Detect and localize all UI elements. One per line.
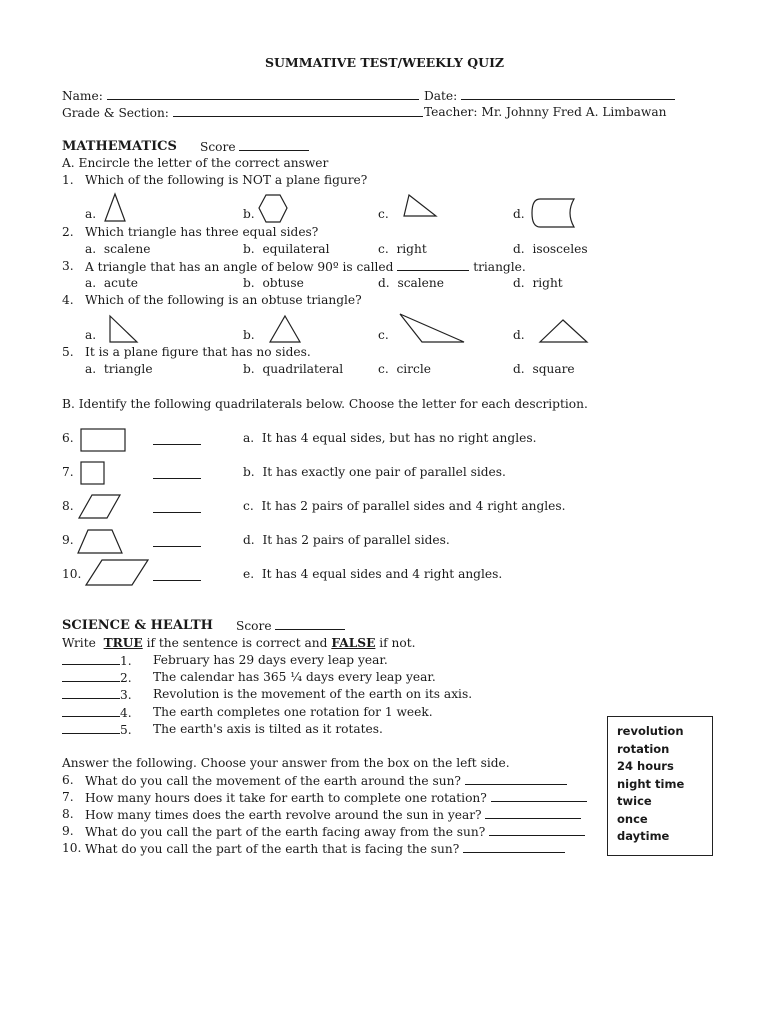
q5-text: It is a plane figure that has no sides.	[85, 345, 311, 359]
q1-choice-a-letter[interactable]: a.	[85, 207, 97, 221]
science-score	[236, 618, 345, 633]
acute-triangle-icon	[268, 314, 302, 344]
question-answer-blank[interactable]	[489, 824, 585, 836]
q5-number: 5.	[62, 345, 74, 359]
math-score	[200, 139, 309, 154]
q3-choice-c[interactable]: d. scalene	[378, 276, 444, 290]
partB-answer-blank[interactable]	[153, 501, 201, 513]
answer-choice: daytime	[617, 829, 670, 843]
answer-choice: twice	[617, 794, 652, 808]
partB-instruction: B. Identify the following quadrilaterals below. Choose the letter for each description.	[62, 397, 588, 411]
question-answer-blank[interactable]	[465, 773, 567, 785]
partB-answer-blank[interactable]	[153, 467, 201, 479]
math-score-label: Score	[200, 140, 236, 154]
hexagon-icon	[258, 194, 288, 224]
q3-choice-b[interactable]: b. obtuse	[243, 276, 304, 290]
right-triangle-icon	[108, 314, 138, 344]
question-item: 7.	[62, 790, 74, 804]
rectangle-icon	[80, 428, 126, 452]
wide-triangle-icon	[538, 318, 590, 344]
answer-instruction: Answer the following. Choose your answer from the box on the left side.	[62, 756, 510, 770]
question-item: 10.	[62, 841, 82, 855]
parallelogram-icon	[84, 559, 150, 587]
q1-choice-b-letter[interactable]: b.	[243, 207, 255, 221]
answer-choice: 24 hours	[617, 759, 674, 773]
q4-text: Which of the following is an obtuse triangle?	[85, 293, 362, 307]
tf-answer-blank[interactable]	[62, 687, 120, 699]
question-answer-blank[interactable]	[463, 841, 565, 853]
q3-text: A triangle that has an angle of below 90º is called triangle.	[85, 260, 526, 274]
partB-description: e. It has 4 equal sides and 4 right angles.	[243, 567, 503, 581]
page-title: SUMMATIVE TEST/WEEKLY QUIZ	[265, 55, 505, 70]
partA-instruction: A. Encircle the letter of the correct answer	[62, 156, 329, 170]
question-text: What do you call the part of the earth facing away from the sun?	[85, 824, 585, 839]
q5-choice-d[interactable]: d. square	[513, 362, 575, 376]
tf-item: 2.	[62, 670, 132, 685]
true-word: TRUE	[103, 636, 143, 650]
q5-choice-c[interactable]: c. circle	[378, 362, 431, 376]
q4-choice-c-letter[interactable]: c.	[378, 328, 389, 342]
tf-item: 5.	[62, 722, 132, 737]
answer-choice: revolution	[617, 724, 684, 738]
question-text: What do you call the movement of the earth around the sun?	[85, 773, 567, 788]
cylinder-icon	[530, 197, 576, 229]
q2-text: Which triangle has three equal sides?	[85, 225, 319, 239]
question-text: What do you call the part of the earth that is facing the sun?	[85, 841, 565, 856]
q4-choice-b-letter[interactable]: b.	[243, 328, 255, 342]
teacher-label: Teacher: Mr. Johnny Fred A. Limbawan	[424, 105, 667, 119]
partB-item-number: 8.	[62, 499, 74, 513]
question-item: 6.	[62, 773, 74, 787]
q4-number: 4.	[62, 293, 74, 307]
name-line	[62, 88, 419, 103]
tf-item: 1.	[62, 653, 132, 668]
q3-choice-d[interactable]: d. right	[513, 276, 563, 290]
grade-label: Grade & Section:	[62, 106, 169, 120]
obtuse-triangle-icon	[398, 312, 468, 346]
rhombus-icon	[78, 494, 122, 520]
tf-item-text: The calendar has 365 ¼ days every leap year.	[153, 670, 436, 684]
question-item: 9.	[62, 824, 74, 838]
partB-answer-blank[interactable]	[153, 535, 201, 547]
science-heading: SCIENCE & HEALTH	[62, 618, 213, 633]
name-label: Name:	[62, 89, 103, 103]
q2-choice-d[interactable]: d. isosceles	[513, 242, 588, 256]
tf-answer-blank[interactable]	[62, 722, 120, 734]
partB-item-number: 6.	[62, 431, 74, 445]
date-label: Date:	[424, 89, 458, 103]
tf-item: 4.	[62, 705, 132, 720]
grade-line	[62, 105, 423, 120]
trapezoid-icon	[76, 529, 124, 555]
grade-field[interactable]	[173, 105, 423, 117]
q2-choice-a[interactable]: a. scalene	[85, 242, 151, 256]
partB-description: b. It has exactly one pair of parallel sides.	[243, 465, 506, 479]
science-score-label: Score	[236, 619, 272, 633]
q3-blank[interactable]	[397, 259, 469, 271]
partB-description: a. It has 4 equal sides, but has no right angles.	[243, 431, 537, 445]
answer-choices-box	[607, 716, 713, 856]
science-score-field[interactable]	[275, 618, 345, 630]
math-heading: MATHEMATICS	[62, 139, 177, 154]
tf-item: 3.	[62, 687, 132, 702]
date-field[interactable]	[461, 88, 675, 100]
q3-number: 3.	[62, 259, 74, 273]
name-field[interactable]	[107, 88, 419, 100]
tf-answer-blank[interactable]	[62, 653, 120, 665]
partB-description: d. It has 2 pairs of parallel sides.	[243, 533, 450, 547]
answer-choice: rotation	[617, 741, 670, 756]
q1-choice-d-letter[interactable]: d.	[513, 207, 525, 221]
partB-answer-blank[interactable]	[153, 569, 201, 581]
question-text: How many hours does it take for earth to complete one rotation?	[85, 790, 587, 805]
triangle-icon	[104, 193, 126, 223]
q5-choice-a[interactable]: a. triangle	[85, 362, 153, 376]
false-word: FALSE	[331, 636, 376, 650]
partB-item-number: 7.	[62, 465, 74, 479]
q1-text: Which of the following is NOT a plane figure?	[85, 173, 368, 187]
q2-number: 2.	[62, 225, 74, 239]
q3-choice-a[interactable]: a. acute	[85, 276, 138, 290]
q2-choice-c[interactable]: c. right	[378, 242, 427, 256]
tf-item-text: The earth's axis is tilted as it rotates.	[153, 722, 383, 736]
tf-item-text: Revolution is the movement of the earth on its axis.	[153, 687, 473, 701]
answer-choice: once	[617, 811, 648, 826]
q5-choice-b[interactable]: b. quadrilateral	[243, 362, 344, 376]
partB-item-number: 10.	[62, 567, 82, 581]
question-answer-blank[interactable]	[485, 807, 581, 819]
tf-answer-blank[interactable]	[62, 705, 120, 717]
square-icon	[80, 461, 106, 485]
partB-item-number: 9.	[62, 533, 74, 547]
answer-choice: night time	[617, 776, 685, 791]
right-triangle-icon	[403, 194, 437, 218]
tf-item-text: The earth completes one rotation for 1 week.	[153, 705, 433, 719]
date-line	[424, 88, 675, 103]
question-item: 8.	[62, 807, 74, 821]
tf-answer-blank[interactable]	[62, 670, 120, 682]
question-answer-blank[interactable]	[491, 790, 587, 802]
partB-description: c. It has 2 pairs of parallel sides and 4 right angles.	[243, 499, 566, 513]
q4-choice-a-letter[interactable]: a.	[85, 328, 97, 342]
math-score-field[interactable]	[239, 139, 309, 151]
question-text: How many times does the earth revolve around the sun in year?	[85, 807, 581, 822]
q1-choice-c-letter[interactable]: c.	[378, 207, 389, 221]
tf-instruction: Write TRUE if the sentence is correct and FALSE if not.	[62, 636, 416, 650]
q1-number: 1.	[62, 173, 74, 187]
partB-answer-blank[interactable]	[153, 433, 201, 445]
q2-choice-b[interactable]: b. equilateral	[243, 242, 330, 256]
tf-item-text: February has 29 days every leap year.	[153, 653, 388, 667]
q4-choice-d-letter[interactable]: d.	[513, 328, 525, 342]
